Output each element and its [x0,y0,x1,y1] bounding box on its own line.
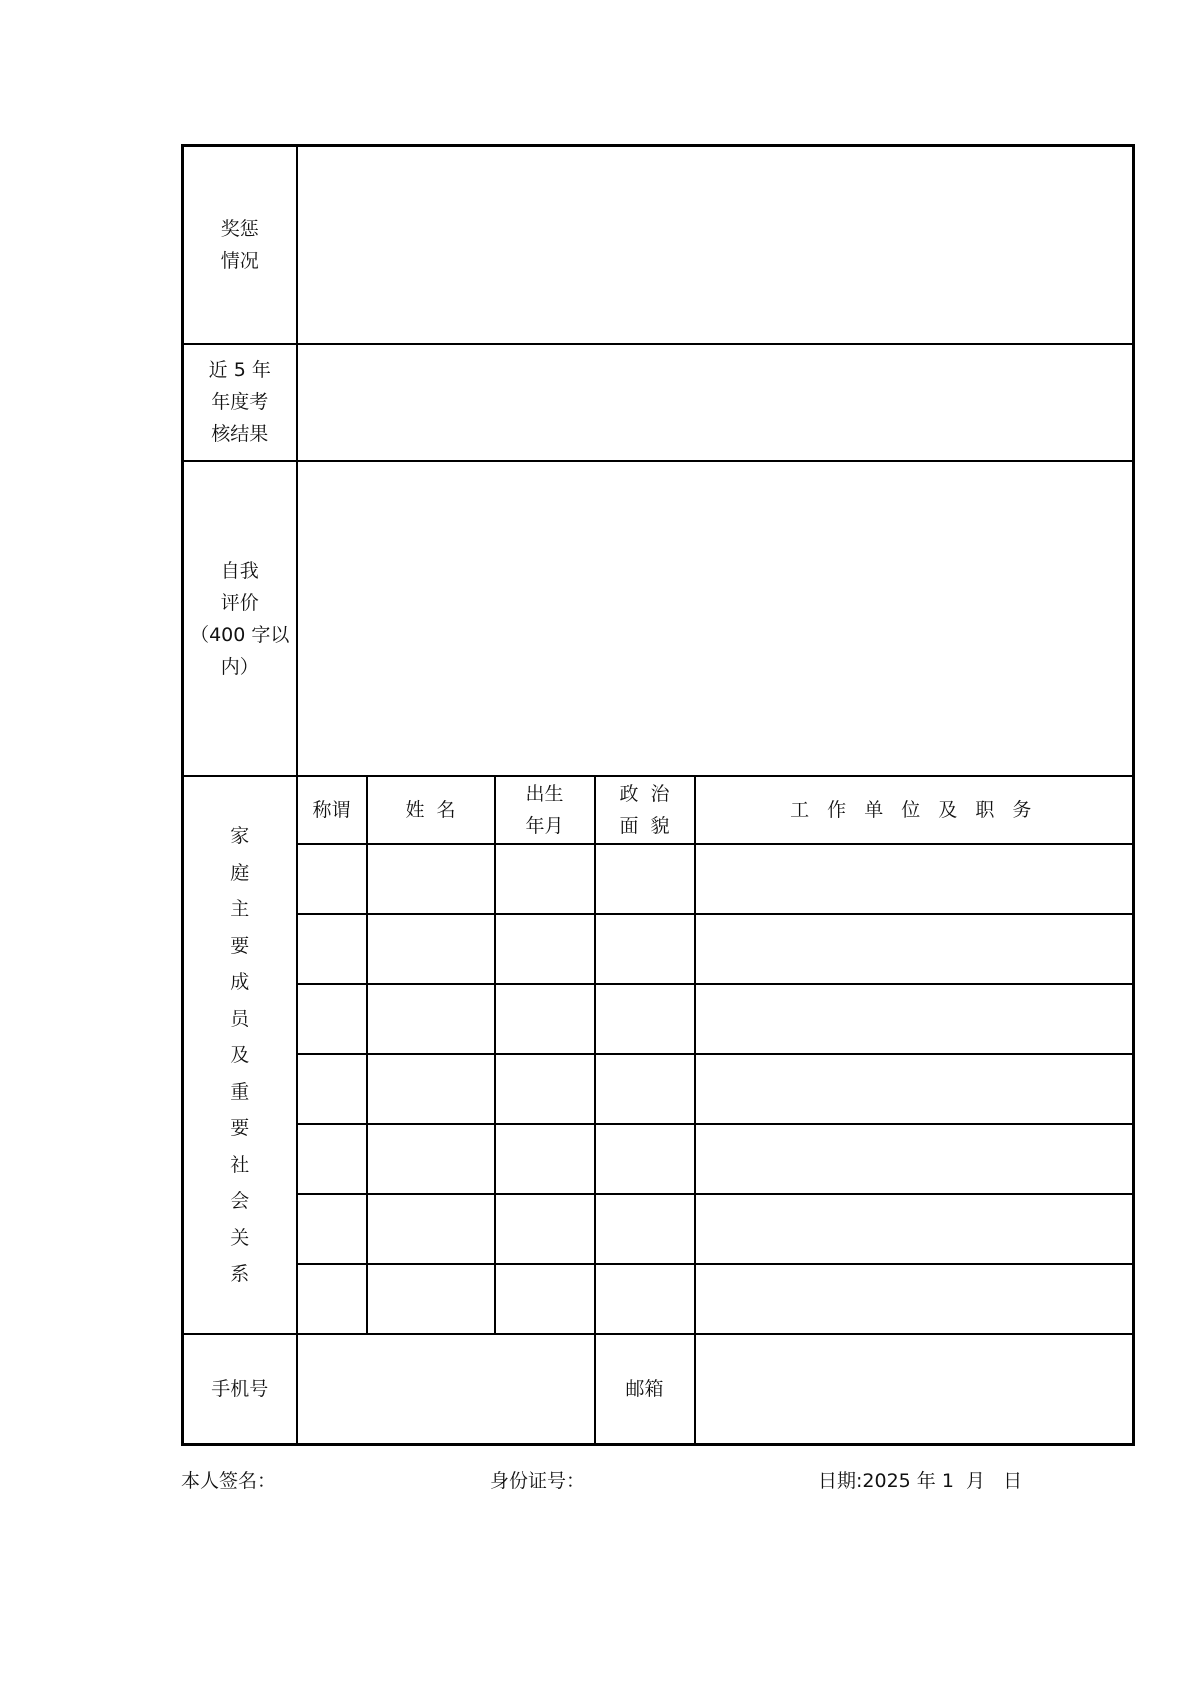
family-member-row [183,1194,1134,1264]
family-member-row [183,984,1134,1054]
member-political-cell[interactable] [595,914,695,984]
member-work-cell[interactable] [695,1124,1134,1194]
family-member-row [183,1124,1134,1194]
family-side-char: 员 [230,1007,250,1030]
header-work-text: 工 作 单 位 及 职 务 [790,799,1038,821]
member-title-cell[interactable] [297,914,367,984]
family-side-char: 系 [230,1263,250,1286]
member-birth-cell[interactable] [495,1194,595,1264]
member-name-cell[interactable] [367,1264,495,1334]
assessment-label-line: 核结果 [211,423,269,446]
family-side-char: 社 [230,1153,250,1176]
self-eval-label [183,461,297,776]
member-name-cell[interactable] [367,914,495,984]
member-work-cell[interactable] [695,914,1134,984]
member-political-cell[interactable] [595,1124,695,1194]
member-birth-cell[interactable] [495,1264,595,1334]
form-table [181,144,1135,1446]
header-birth [495,776,595,843]
self-eval-label-line: 内） [220,655,259,678]
family-side-char: 家 [230,825,250,848]
self-eval-row [183,461,1134,776]
member-work-cell[interactable] [695,1054,1134,1124]
member-work-cell[interactable] [695,1194,1134,1264]
contact-row [183,1334,1134,1444]
self-eval-label-line: （400 字以 [190,623,290,646]
family-side-char: 关 [230,1226,250,1249]
assessment-row [183,344,1134,461]
member-title-cell[interactable] [297,1054,367,1124]
family-side-char: 及 [230,1044,250,1067]
header-work [695,776,1134,843]
family-side-char: 主 [230,898,250,921]
header-political [595,776,695,843]
member-title-cell[interactable] [297,1194,367,1264]
header-political-line: 政 治 [619,783,670,805]
awards-input[interactable] [297,146,1134,344]
email-input[interactable] [695,1334,1134,1444]
assessment-input[interactable] [297,344,1134,461]
member-political-cell[interactable] [595,1264,695,1334]
member-political-cell[interactable] [595,1054,695,1124]
member-birth-cell[interactable] [495,984,595,1054]
member-work-cell[interactable] [695,1264,1134,1334]
header-political-line: 面 貌 [619,815,670,837]
member-birth-cell[interactable] [495,1054,595,1124]
family-side-char: 会 [230,1190,250,1213]
family-member-row [183,844,1134,914]
member-birth-cell[interactable] [495,1124,595,1194]
family-side-char: 要 [230,1117,250,1140]
family-side-char: 庭 [230,861,250,884]
signature-footer [0,1466,1191,1496]
email-label: 邮箱 [595,1334,695,1444]
member-birth-cell[interactable] [495,914,595,984]
member-political-cell[interactable] [595,1194,695,1264]
phone-input[interactable] [297,1334,595,1444]
phone-label: 手机号 [183,1334,297,1444]
self-eval-label-line: 自我 [220,559,259,582]
member-title-cell[interactable] [297,1124,367,1194]
family-side-label [183,776,297,1334]
header-title [297,776,367,843]
header-name-text: 姓 名 [405,799,456,821]
assessment-label-line: 年度考 [211,391,269,414]
awards-row [183,146,1134,344]
awards-label-line: 奖惩 [220,217,259,240]
awards-label [183,146,297,344]
member-name-cell[interactable] [367,844,495,914]
member-name-cell[interactable] [367,1194,495,1264]
self-eval-label-line: 评价 [220,591,259,614]
application-form-table [181,144,1132,1446]
member-title-cell[interactable] [297,1264,367,1334]
family-member-row [183,1264,1134,1334]
family-side-char: 要 [230,934,250,957]
member-name-cell[interactable] [367,1124,495,1194]
header-title-text: 称谓 [312,799,351,821]
family-member-row [183,914,1134,984]
assessment-label [183,344,297,461]
member-title-cell[interactable] [297,984,367,1054]
member-name-cell[interactable] [367,984,495,1054]
family-side-char: 重 [230,1080,250,1103]
member-work-cell[interactable] [695,984,1134,1054]
member-work-cell[interactable] [695,844,1134,914]
family-side-char: 成 [230,971,250,994]
member-birth-cell[interactable] [495,844,595,914]
member-political-cell[interactable] [595,844,695,914]
header-birth-line: 年月 [525,815,564,837]
assessment-label-line: 近 5 年 [208,359,271,382]
member-name-cell[interactable] [367,1054,495,1124]
member-title-cell[interactable] [297,844,367,914]
self-eval-input[interactable] [297,461,1134,776]
signature-label: 本人签名： [181,1470,277,1492]
member-political-cell[interactable] [595,984,695,1054]
date-label: 日期:2025 年 1 月 日 [818,1470,1023,1492]
awards-label-line: 情况 [220,249,259,272]
header-name [367,776,495,843]
family-member-row [183,1054,1134,1124]
id-number-label: 身份证号： [490,1470,586,1492]
family-header-row [183,776,1134,843]
header-birth-line: 出生 [525,783,564,805]
